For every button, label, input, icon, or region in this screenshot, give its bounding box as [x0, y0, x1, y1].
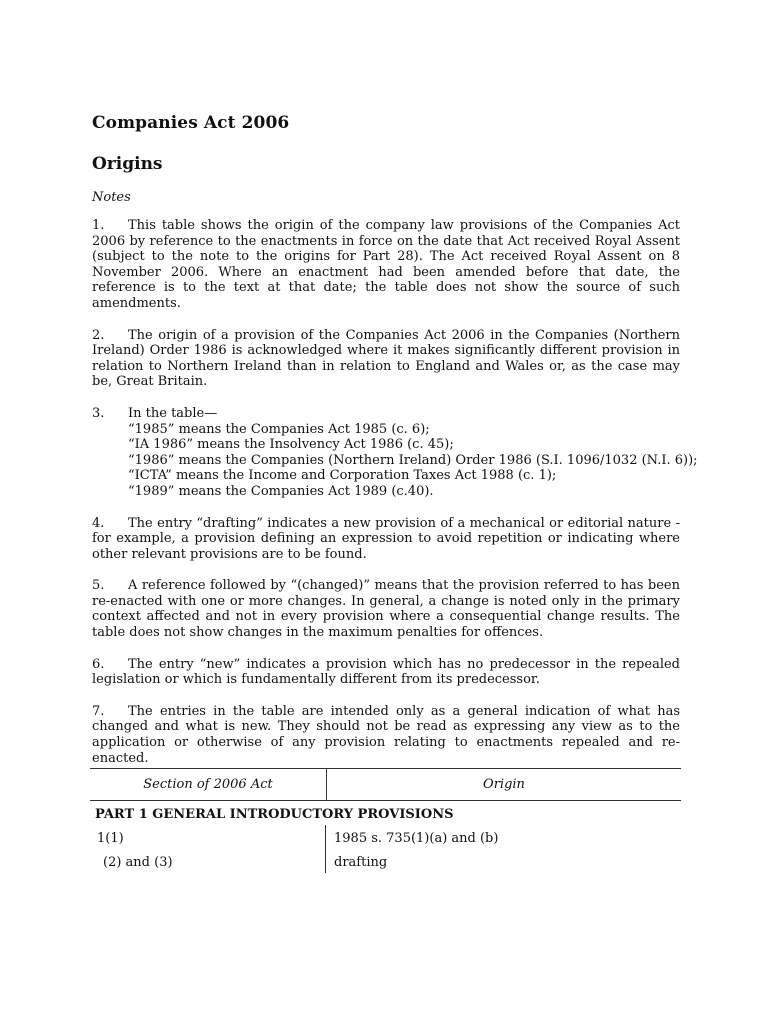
note-number: 5. — [92, 578, 105, 594]
column-header-section: Section of 2006 Act — [90, 769, 327, 800]
definitions-intro: In the table— — [128, 405, 218, 421]
note-text: The origin of a provision of the Companies Act 2006 in the Companies (Northern Ireland) Order 1986 is acknowledged where it makes significantly different provision in relation to Northern Ireland than in relation to England and Wales or, as the case may be, Great Britain. — [92, 327, 680, 390]
note-6 — [92, 657, 680, 688]
definitions-list — [92, 421, 698, 500]
section-cell: 1(1) — [90, 825, 326, 849]
note-number: 6. — [92, 656, 105, 672]
table-row — [90, 825, 681, 849]
definition-item: “1986” means the Companies (Northern Ireland) Order 1986 (S.I. 1096/1032 (N.I. 6)); — [128, 452, 698, 468]
note-number: 7. — [92, 703, 105, 719]
section-cell: (2) and (3) — [90, 849, 326, 873]
note-2 — [92, 328, 680, 390]
definition-item: “1985” means the Companies Act 1985 (c. 6); — [128, 421, 430, 437]
definition-item: “ICTA” means the Income and Corporation Taxes Act 1988 (c. 1); — [128, 468, 557, 484]
origins-table — [90, 768, 681, 873]
note-text: The entry “new” indicates a provision which has no predecessor in the repealed legislation or which is fundamentally different from its predecessor. — [92, 656, 680, 688]
document-title: Companies Act 2006 — [92, 113, 290, 133]
section-heading: Origins — [92, 154, 163, 174]
note-text: This table shows the origin of the company law provisions of the Companies Act 2006 by reference to the enactments in force on the date that Act received Royal Assent (subject to the note to the origins for Part 28). The Act received Royal Assent on 8 November 2006. Where an enactment had been amended before that date, the reference is to the text at that date; the table does not show the source of such amendments. — [92, 218, 680, 311]
table-header — [90, 768, 681, 801]
note-4 — [92, 516, 680, 563]
note-number: 4. — [92, 515, 105, 531]
note-1 — [92, 218, 680, 312]
definition-item: “IA 1986” means the Insolvency Act 1986 (c. 45); — [128, 437, 454, 453]
column-header-origin: Origin — [483, 777, 525, 792]
definition-item: “1989” means the Companies Act 1989 (c.40). — [128, 483, 434, 499]
origin-cell: drafting — [334, 855, 388, 870]
note-number: 3. — [92, 405, 105, 421]
note-text: The entry “drafting” indicates a new provision of a mechanical or editorial nature - for example, a provision defining an expression to avoid repetition or indicating where other relevant provisions are to be found. — [92, 515, 680, 562]
table-row — [90, 849, 681, 873]
note-5 — [92, 578, 680, 640]
part-heading: PART 1 GENERAL INTRODUCTORY PROVISIONS — [95, 807, 454, 822]
origin-cell: 1985 s. 735(1)(a) and (b) — [334, 831, 499, 846]
notes-label: Notes — [92, 190, 131, 205]
note-text: A reference followed by “(changed)” means that the provision referred to has been re-enacted with one or more changes. In general, a change is noted only in the primary context affected and not in every provision where a consequential change results. The table does not show changes in the maximum penalties for offences. — [92, 578, 680, 641]
note-number: 2. — [92, 327, 105, 343]
note-number: 1. — [92, 218, 105, 233]
note-3-definitions — [92, 405, 698, 500]
note-text: The entries in the table are intended only as a general indication of what has changed and what is new. They should not be read as expressing any view as to the application or otherwise of any provision relating to enactments repealed and re-enacted. — [92, 703, 680, 766]
document-body — [92, 113, 698, 782]
note-7 — [92, 704, 680, 766]
